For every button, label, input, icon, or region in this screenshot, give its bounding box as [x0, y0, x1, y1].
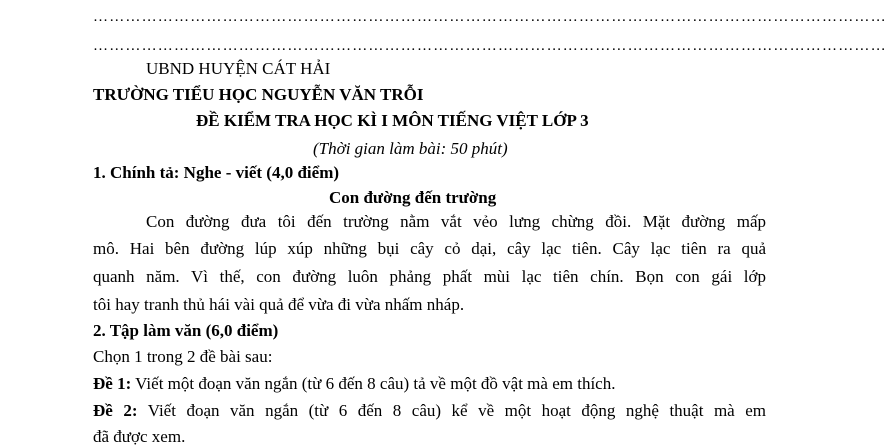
- topic-2-continuation: đã được xem.: [93, 427, 186, 446]
- passage-line: mô. Hai bên đường lúp xúp những bụi cây cỏ dại, cây lạc tiên. Cây lạc tiên ra quả: [93, 239, 766, 258]
- section1-heading: 1. Chính tả: Nghe - viết (4,0 điểm): [93, 163, 340, 182]
- topic-1-label: Đề 1:: [93, 374, 132, 393]
- dotted-line: …………………………………………………………………………………………………………………………………: [93, 38, 887, 54]
- topic-2-label: Đề 2:: [93, 401, 138, 420]
- topic-2-text: Viết đoạn văn ngắn (từ 6 đến 8 câu) kể về một hoạt động nghệ thuật mà em: [137, 401, 767, 420]
- section2-instruction: Chọn 1 trong 2 đề bài sau:: [93, 347, 273, 366]
- dotted-line: …………………………………………………………………………………………………………………………………: [93, 9, 887, 25]
- topic-1-text: Viết một đoạn văn ngắn (từ 6 đến 8 câu) tả về một đồ vật mà em thích.: [131, 374, 616, 393]
- time-note: (Thời gian làm bài: 50 phút): [313, 139, 508, 158]
- topic-2: [93, 400, 766, 422]
- committee-name: UBND HUYỆN CÁT HẢI: [146, 59, 331, 78]
- exam-title: ĐỀ KIỂM TRA HỌC KÌ I MÔN TIẾNG VIỆT LỚP 3: [196, 111, 589, 130]
- school-name: TRƯỜNG TIỂU HỌC NGUYỄN VĂN TRỖI: [93, 85, 424, 104]
- passage-line: quanh năm. Vì thế, con đường luôn phảng phất mùi lạc tiên chín. Bọn con gái lớp: [93, 267, 766, 286]
- passage-line: Con đường đưa tôi đến trường nằm vắt vẻo lưng chừng đồi. Mặt đường mấp: [146, 212, 766, 231]
- section2-heading: 2. Tập làm văn (6,0 điểm): [93, 321, 279, 340]
- topic-1: [93, 373, 615, 395]
- passage-line: tôi hay tranh thủ hái vài quả để vừa đi vừa nhấm nháp.: [93, 295, 465, 314]
- passage-title: Con đường đến trường: [329, 188, 497, 207]
